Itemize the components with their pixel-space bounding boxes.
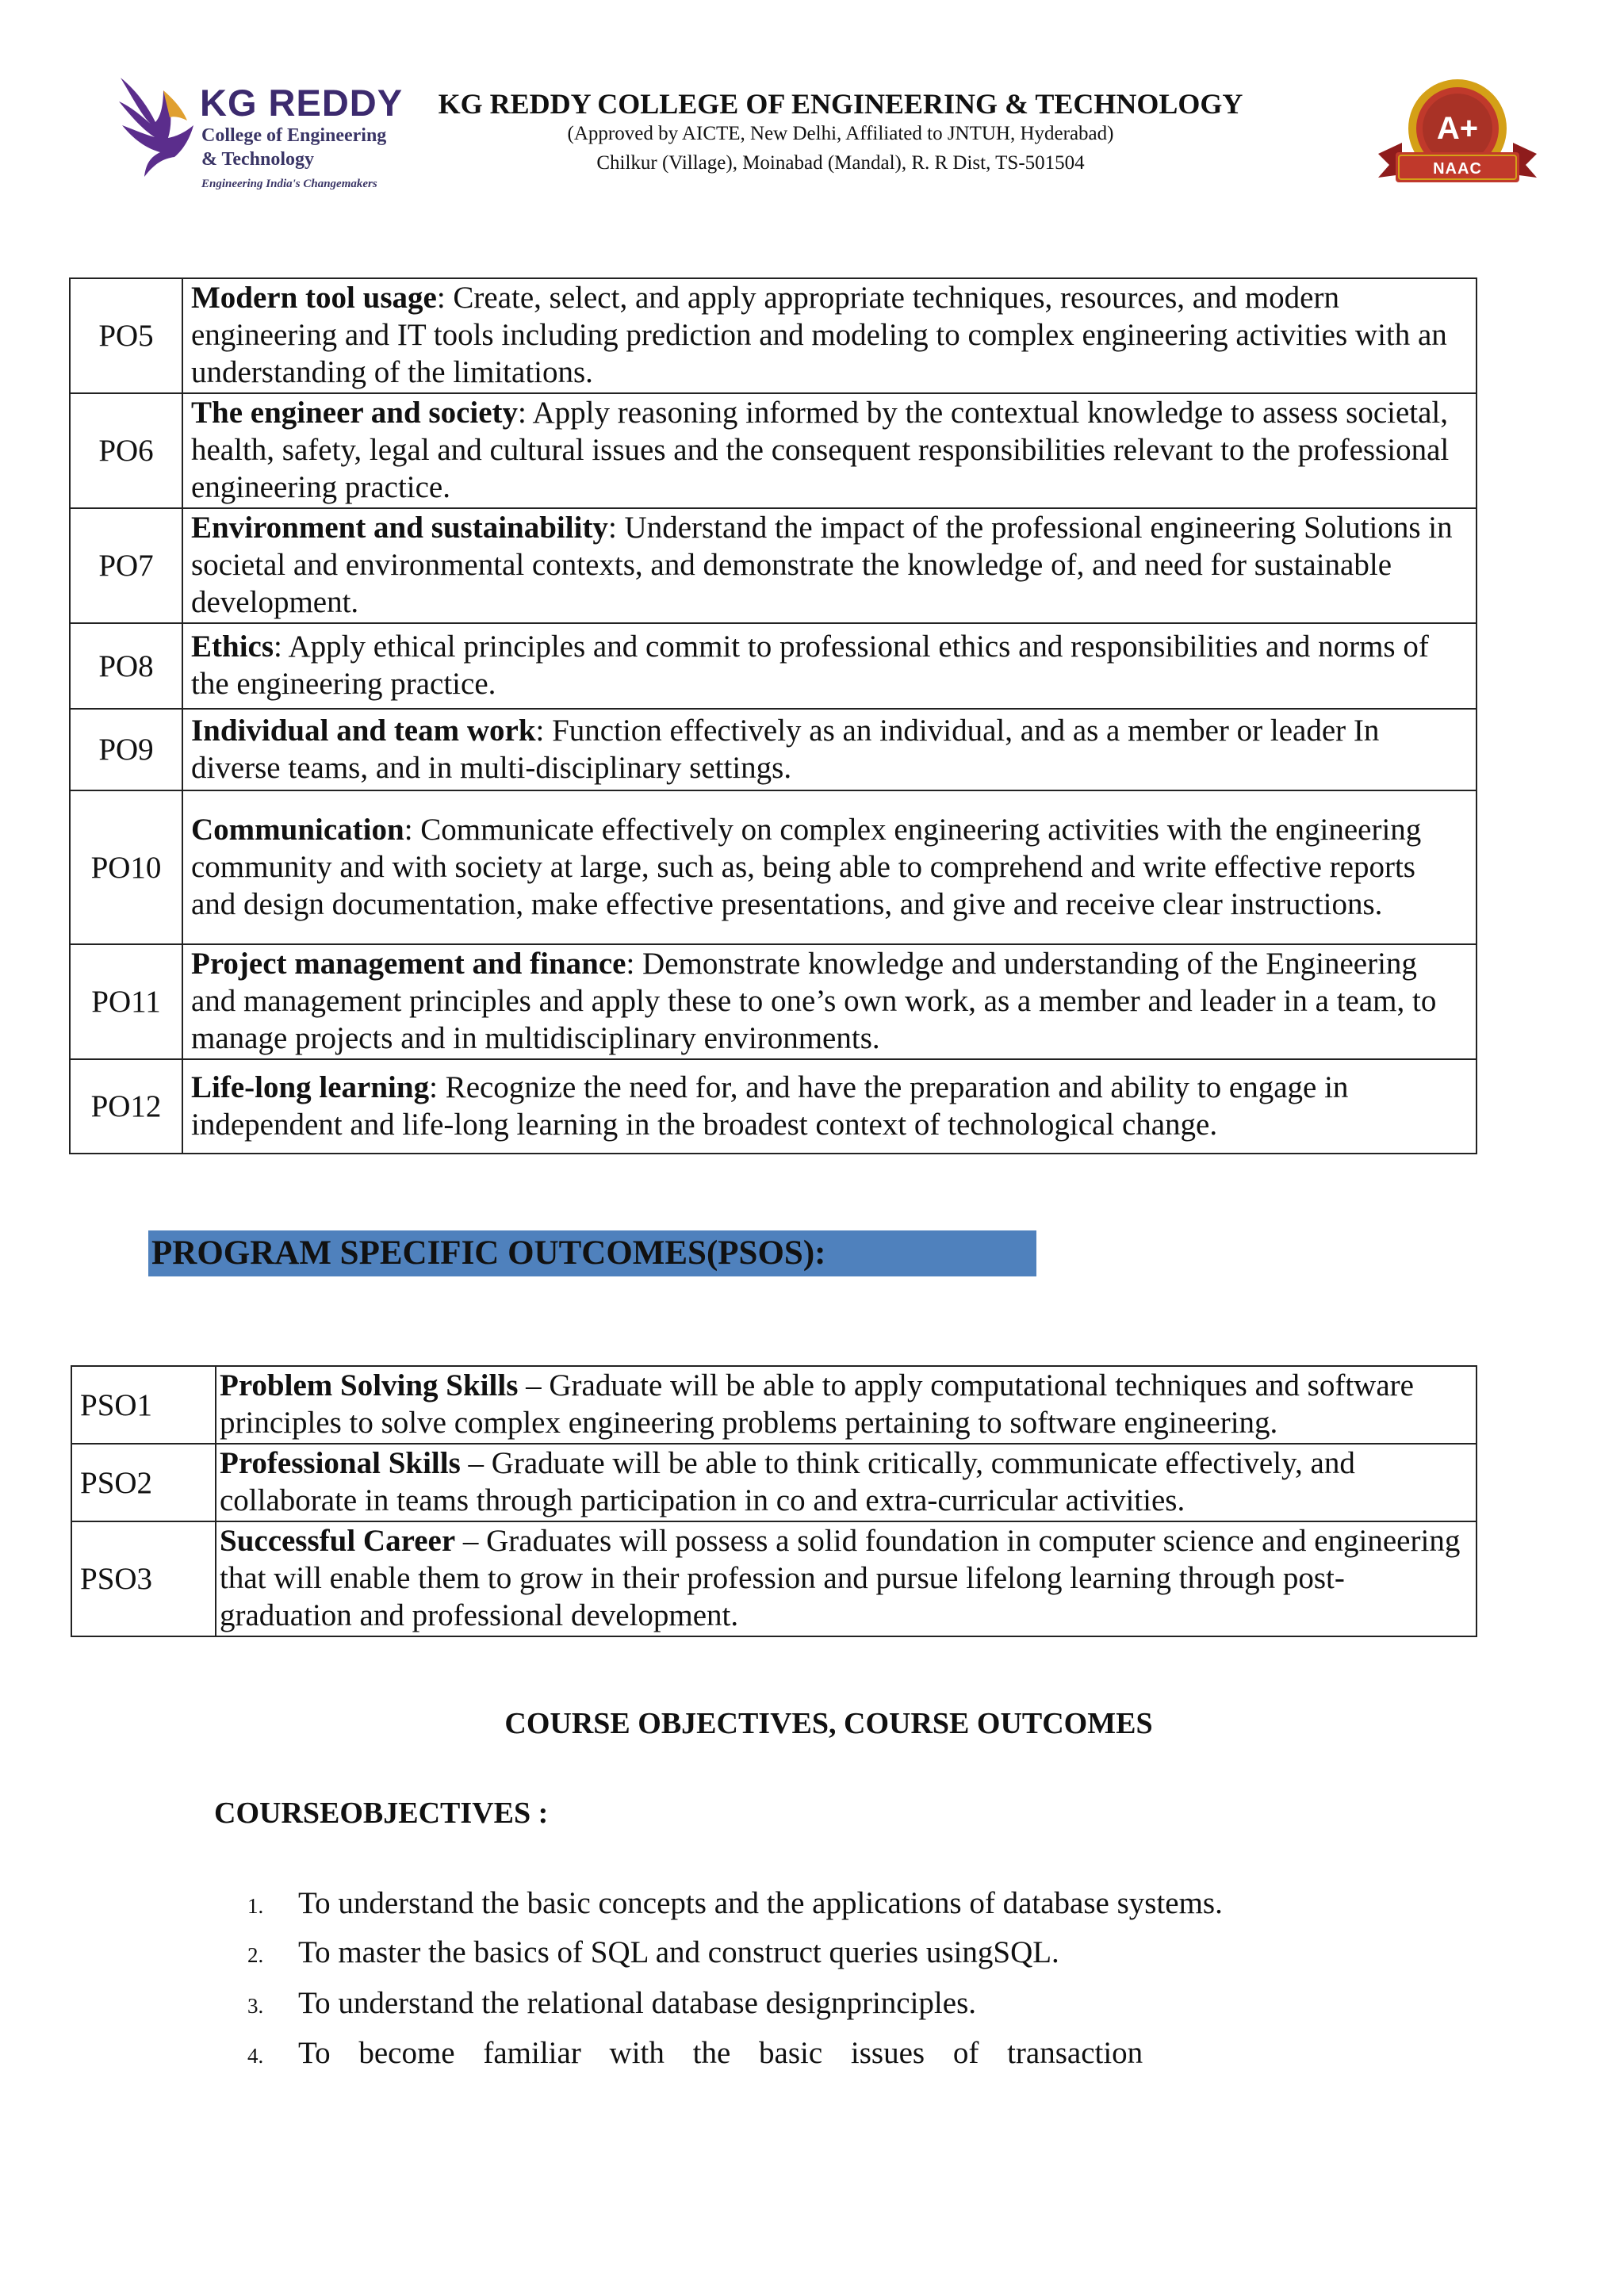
college-name: KG REDDY COLLEGE OF ENGINEERING & TECHNOLOGY: [438, 88, 1243, 120]
po-description: [182, 1059, 1477, 1154]
po-description: [182, 709, 1477, 790]
naac-badge: [1378, 78, 1537, 197]
po-term: Life-long learning: [191, 1070, 430, 1104]
po-term: Project management and finance: [191, 947, 626, 981]
po-description: [182, 393, 1477, 508]
pso-description: [216, 1444, 1477, 1521]
pso-term: Successful Career: [220, 1524, 456, 1558]
pso-code: PSO3: [71, 1521, 216, 1636]
program-outcomes-table: [69, 277, 1477, 1154]
pso-text: – Graduate will be able to think critically, communicate effectively, and collaborate in teams through participation in co and extra-curricular activities.: [220, 1446, 1355, 1517]
list-item: [247, 1934, 1059, 1970]
po-term: Communication: [191, 812, 404, 847]
objective-text: To understand the basic concepts and the applications of database systems.: [298, 1886, 1223, 1920]
po-code: PO8: [70, 623, 182, 709]
logo-name: KG REDDY: [200, 82, 404, 124]
naac-grade: A+: [1436, 111, 1479, 146]
table-row: [70, 623, 1477, 709]
logo-line-college: College of Engineering: [201, 125, 387, 146]
po-code: PO12: [70, 1059, 182, 1154]
pso-heading: PROGRAM SPECIFIC OUTCOMES(PSOS):: [148, 1230, 1036, 1276]
list-item: [247, 1985, 976, 2021]
approval-line: (Approved by AICTE, New Delhi, Affiliated to JNTUH, Hyderabad): [567, 123, 1114, 144]
logo-line-technology: & Technology: [201, 149, 315, 170]
po-text: : Create, select, and apply appropriate techniques, resources, and modern engineering and IT tools including prediction and modeling to complex engineering activities with an understanding of the limitations.: [191, 281, 1447, 389]
objective-text: To understand the relational database designprinciples.: [298, 1986, 976, 2020]
table-row: [71, 1521, 1477, 1636]
po-code: PO5: [70, 278, 182, 393]
objective-number: 4.: [247, 2044, 264, 2068]
list-item: [247, 2035, 1143, 2071]
po-term: Modern tool usage: [191, 281, 437, 315]
po-term: Environment and sustainability: [191, 511, 608, 545]
objective-number: 1.: [247, 1894, 264, 1918]
po-code: PO11: [70, 944, 182, 1059]
table-row: [70, 393, 1477, 508]
po-term: The engineer and society: [191, 396, 519, 430]
po-term: Individual and team work: [191, 713, 536, 748]
course-objectives-heading: COURSEOBJECTIVES :: [214, 1797, 549, 1830]
objective-number: 3.: [247, 1994, 264, 2018]
table-row: [70, 790, 1477, 944]
pso-description: [216, 1366, 1477, 1444]
po-text: : Demonstrate knowledge and understanding of the Engineering and management principles and apply these to one’s own work, as a member and leader in a team, to manage projects and in multidisciplinary environments.: [191, 947, 1437, 1055]
objective-text: To master the basics of SQL and construct queries usingSQL.: [298, 1935, 1059, 1969]
table-row: [70, 508, 1477, 623]
po-text: : Apply reasoning informed by the contextual knowledge to assess societal, health, safety, legal and cultural issues and the consequent responsibilities relevant to the professional engineering practice.: [191, 396, 1450, 504]
college-logo: [111, 63, 412, 206]
po-text: : Function effectively as an individual, and as a member or leader In diverse teams, and in multi-disciplinary settings.: [191, 713, 1380, 785]
pso-code: PSO1: [71, 1366, 216, 1444]
objective-text: To become familiar with the basic issues of transaction: [298, 2036, 1143, 2070]
naac-label: NAAC: [1433, 160, 1482, 178]
pso-term: Problem Solving Skills: [220, 1368, 519, 1402]
table-row: [70, 944, 1477, 1059]
po-code: PO7: [70, 508, 182, 623]
course-objectives-outcomes-heading: COURSE OBJECTIVES, COURSE OUTCOMES: [504, 1707, 1153, 1740]
pso-text: – Graduate will be able to apply computational techniques and software principles to solve complex engineering problems pertaining to software engineering.: [220, 1368, 1414, 1440]
po-code: PO10: [70, 790, 182, 944]
po-text: : Apply ethical principles and commit to professional ethics and responsibilities and norms of the engineering practice.: [191, 629, 1429, 701]
objective-number: 2.: [247, 1943, 264, 1967]
program-specific-outcomes-table: [71, 1365, 1477, 1637]
po-description: [182, 790, 1477, 944]
logo-tagline: Engineering India's Changemakers: [201, 178, 377, 190]
pso-description: [216, 1521, 1477, 1636]
po-text: : Recognize the need for, and have the preparation and ability to engage in independent and life-long learning in the broadest context of technological change.: [191, 1070, 1349, 1142]
table-row: [70, 1059, 1477, 1154]
pso-code: PSO2: [71, 1444, 216, 1521]
po-text: : Understand the impact of the professional engineering Solutions in societal and environmental contexts, and demonstrate the knowledge of, and need for sustainable development.: [191, 511, 1453, 619]
table-row: [70, 278, 1477, 393]
address-line: Chilkur (Village), Moinabad (Mandal), R. R Dist, TS-501504: [596, 152, 1085, 174]
table-row: [71, 1444, 1477, 1521]
po-text: : Communicate effectively on complex engineering activities with the engineering community and with society at large, such as, being able to comprehend and write effective reports and design documentation, make effective presentations, and give and receive clear instructions.: [191, 812, 1422, 921]
po-description: [182, 944, 1477, 1059]
po-description: [182, 508, 1477, 623]
po-code: PO9: [70, 709, 182, 790]
phoenix-wing-icon: [111, 70, 198, 189]
po-code: PO6: [70, 393, 182, 508]
po-description: [182, 278, 1477, 393]
po-term: Ethics: [191, 629, 274, 664]
pso-term: Professional Skills: [220, 1446, 461, 1480]
pso-text: – Graduates will possess a solid foundation in computer science and engineering that will enable them to grow in their profession and pursue lifelong learning through post-graduation and professional development.: [220, 1524, 1461, 1632]
table-row: [70, 709, 1477, 790]
table-row: [71, 1366, 1477, 1444]
po-description: [182, 623, 1477, 709]
list-item: [247, 1885, 1223, 1921]
